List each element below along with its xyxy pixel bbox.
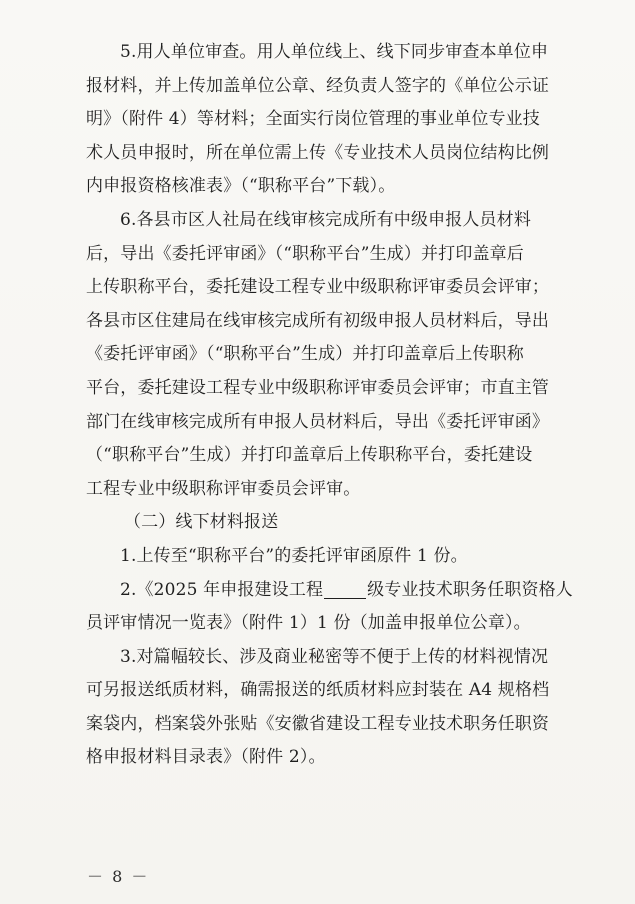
document-body	[86, 36, 576, 775]
item-3-line-4: 格申报材料目录表》（附件 2）。	[86, 747, 326, 768]
section-heading-offline-submission: （二）线下材料报送	[124, 512, 279, 533]
item-3-line-1: 3.对篇幅较长、涉及商业秘密等不便于上传的材料视情况	[120, 646, 549, 667]
paragraph-6-line-3: 上传职称平台，委托建设工程专业中级职称评审委员会评审；	[86, 277, 550, 298]
item-1-line-1: 1.上传至“职称平台”的委托评审函原件 1 份。	[120, 545, 468, 566]
fill-in-blank	[324, 597, 366, 599]
page-number: － 8 －	[87, 867, 150, 886]
paragraph-6-line-1: 6.各县市区人社局在线审核完成所有中级申报人员材料	[120, 209, 531, 230]
item-2-text-after-blank: 级专业技术职务任职资格人	[367, 579, 573, 600]
paragraph-6-line-9: 工程专业中级职称评审委员会评审。	[86, 478, 361, 499]
paragraph-6-line-8: （“职称平台”生成）并打印盖章后上传职称平台，委托建设	[86, 445, 533, 466]
paragraph-5-line-3: 明》（附件 4）等材料；全面实行岗位管理的事业单位专业技	[86, 109, 540, 130]
item-3-line-2: 可另报送纸质材料，确需报送的纸质材料应封装在 A4 规格档	[86, 680, 550, 701]
paragraph-6-line-2: 后，导出《委托评审函》（“职称平台”生成）并打印盖章后	[86, 243, 524, 264]
item-2-line-2: 员评审情况一览表》（附件 1）1 份（加盖申报单位公章）。	[86, 613, 531, 634]
item-2-text-before-blank: 2.《2025 年申报建设工程	[120, 579, 324, 600]
item-3-line-3: 案袋内，档案袋外张贴《安徽省建设工程专业技术职务任职资	[86, 713, 550, 734]
paragraph-6-line-5: 《委托评审函》（“职称平台”生成）并打印盖章后上传职称	[86, 344, 524, 365]
paragraph-6-line-6: 平台，委托建设工程专业中级职称评审委员会评审；市直主管	[86, 377, 550, 398]
paragraph-6-line-7: 部门在线审核完成所有申报人员材料后，导出《委托评审函》	[86, 411, 550, 432]
paragraph-5-line-5: 内申报资格核准表》（“职称平台”下载）。	[86, 176, 396, 197]
paragraph-5-line-2: 报材料，并上传加盖单位公章、经负责人签字的《单位公示证	[86, 75, 550, 96]
paragraph-6-line-4: 各县市区住建局在线审核完成所有初级申报人员材料后，导出	[86, 310, 550, 331]
item-2-line-1	[86, 574, 576, 608]
paragraph-5-line-4: 术人员申报时，所在单位需上传《专业技术人员岗位结构比例	[86, 142, 550, 163]
paragraph-5-line-1: 5.用人单位审查。用人单位线上、线下同步审查本单位申	[120, 42, 549, 62]
